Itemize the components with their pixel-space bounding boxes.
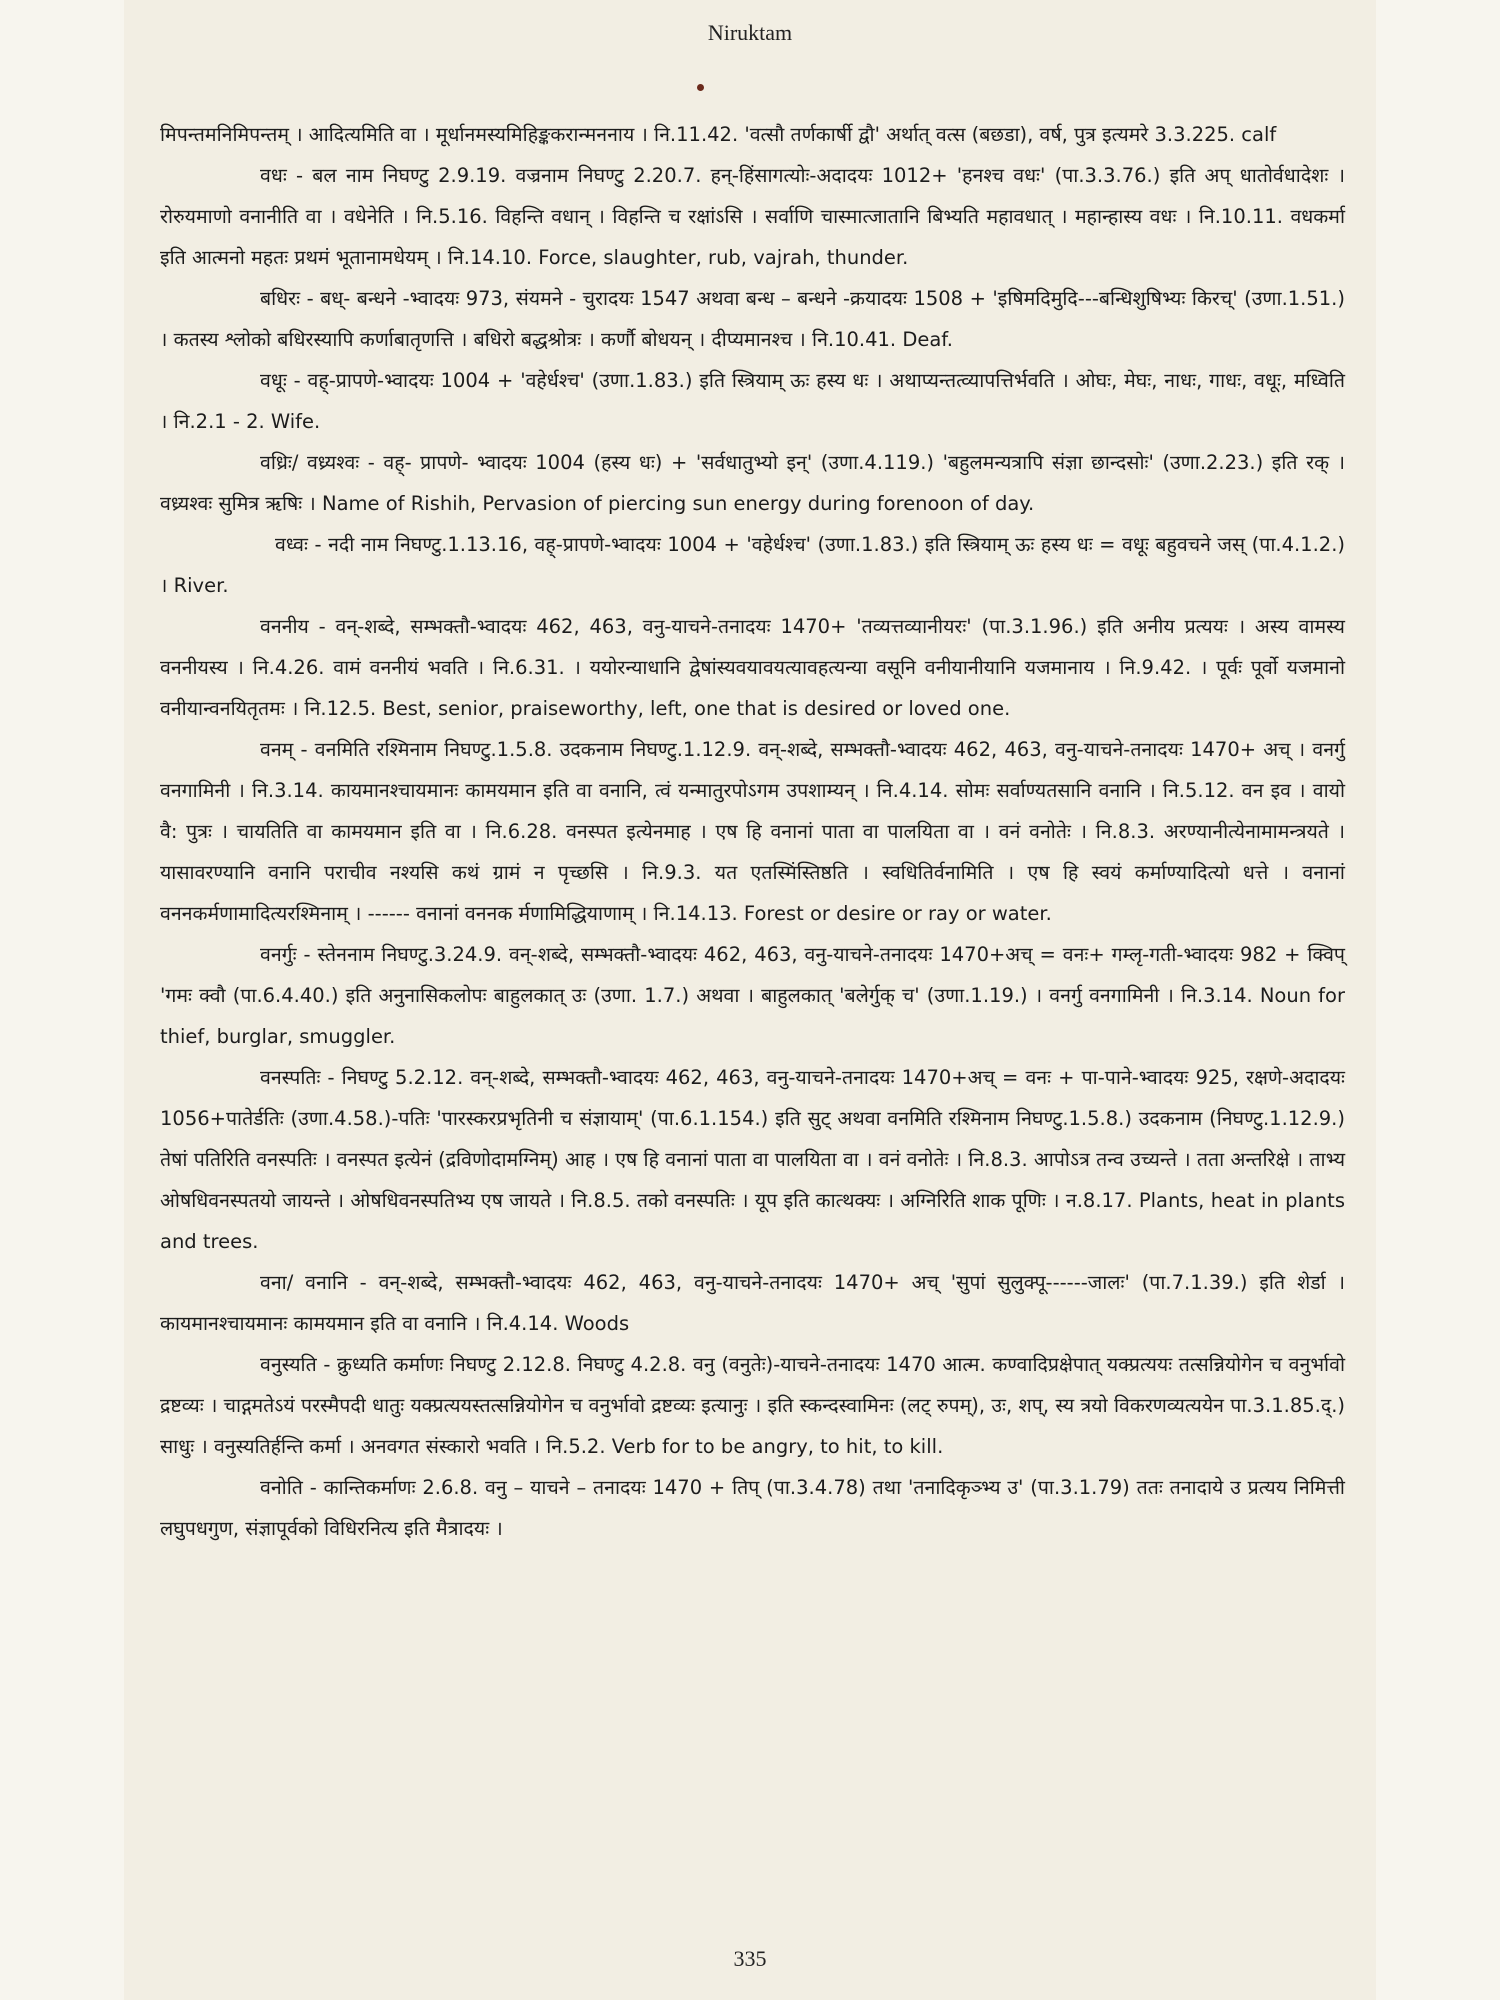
entry-vanarguh: वनर्गुः - स्तेननाम निघण्टु.3.24.9. वन्-शब्दे, सम्भक्तौ-भ्वादयः 462, 463, वनु-याचने-तनादयः 1470+अच् = वनः+ गम्लृ-गती-भ्वादयः 982 + क्विप् 'गमः क्वौ (पा.6.4.40.) इति अनुनासिकलोपः बाहुलकात् उः (उणा. 1.7.) अथवा । बाहुलकात् 'बलेर्गुक् च' (उणा.1.19.) । वनर्गु वनगामिनी । नि.3.14. Noun for thief, burglar, smuggler. <box>160 943 1345 1048</box>
entry-vanusyati: वनुस्यति - क्रुध्यति कर्माणः निघण्टु 2.12.8. निघण्टु 4.2.8. वनु (वनुतेः)-याचने-तनादयः 1470 आत्म. कण्वादिप्रक्षेपात् यक्प्रत्ययः तत्सन्नियोगेन च वनुर्भावो द्रष्टव्यः । चाद्गमतेऽयं परस्मैपदी धातुः यक्प्रत्ययस्तत्सन्नियोगेन च वनुर्भावो द्रष्टव्यः इत्यानुः । इति स्कन्दस्वामिनः (लट् रुपम्), उः, शप्, स्य त्रयो विकरणव्यत्ययेन पा.3.1.85.द्.) साधुः । वनुस्यतिर्हन्ति कर्मा । अनवगत संस्कारो भवति । नि.5.2. Verb for to be angry, to hit, to kill. <box>160 1353 1345 1458</box>
entry-vana: वना/ वनानि - वन्-शब्दे, सम्भक्तौ-भ्वादयः 462, 463, वनु-याचने-तनादयः 1470+ अच् 'सुपां सुलुक्पू------जालः' (पा.7.1.39.) इति शेर्डा । कायमानश्चायमानः कामयमान इति वा वनानि । नि.4.14. Woods <box>160 1271 1345 1335</box>
entry-vanaspatih: वनस्पतिः - निघण्टु 5.2.12. वन्-शब्दे, सम्भक्तौ-भ्वादयः 462, 463, वनु-याचने-तनादयः 1470+अच् = वनः + पा-पाने-भ्वादयः 925, रक्षणे-अदादयः 1056+पातेर्डतिः (उणा.4.58.)-पतिः 'पारस्करप्रभृतिनी च संज्ञायाम्' (पा.6.1.154.) इति सुट् अथवा वनमिति रश्मिनाम निघण्टु.1.5.8.) उदकनाम (निघण्टु.1.12.9.) तेषां पतिरिति वनस्पतिः । वनस्पत इत्येनं (द्रविणोदामग्निम्) आह । एष हि वनानां पाता वा पालयिता वा । वनं वनोतेः । नि.8.3. आपोऽत्र तन्व उच्यन्ते । तता अन्तरिक्षे । ताभ्य ओषधिवनस्पतयो जायन्ते । ओषधिवनस्पतिभ्य एष जायते । नि.8.5. तको वनस्पतिः । यूप इति कात्थक्यः । अग्निरिति शाक पूणिः । न.8.17. Plants, heat in plants and trees. <box>160 1066 1345 1253</box>
entry-vadhuh: वधूः - वह्-प्रापणे-भ्वादयः 1004 + 'वहेर्धश्च' (उणा.1.83.) इति स्त्रियाम् ऊः हस्य धः । अथाप्यन्तत्व्यापत्तिर्भवति । ओघः, मेघः, नाधः, गाधः, वधूः, मध्विति । नि.2.1 - 2. Wife. <box>160 369 1345 433</box>
page-number: 335 <box>733 1946 767 1971</box>
dictionary-body <box>160 114 1345 1549</box>
entry-vanoti: वनोति - कान्तिकर्माणः 2.6.8. वनु – याचने – तनादयः 1470 + तिप् (पा.3.4.78) तथा 'तनादिकृञ्भ्य उ' (पा.3.1.79) ततः तनादाये उ प्रत्यय निमित्ती लघुपधगुण, संज्ञापूर्वको विधिरनित्य इति मैत्रादयः । <box>160 1476 1345 1540</box>
entry-vananiya: वननीय - वन्-शब्दे, सम्भक्तौ-भ्वादयः 462, 463, वनु-याचने-तनादयः 1470+ 'तव्यत्तव्यानीयरः' (पा.3.1.96.) इति अनीय प्रत्ययः । अस्य वामस्य वननीयस्य । नि.4.26. वामं वननीयं भवति । नि.6.31. । ययोरन्याधानि द्वेषांस्यवयावयत्यावहत्यन्या वसूनि वनीयानीयानि यजमानाय । नि.9.42. । पूर्वः पूर्वो यजमानो वनीयान्वनयितृतमः । नि.12.5. Best, senior, praiseworthy, left, one that is desired or loved one. <box>160 615 1345 720</box>
running-head: Niruktam <box>707 20 793 45</box>
entry-vadhvah: वध्वः - नदी नाम निघण्टु.1.13.16, वह्-प्रापणे-भ्वादयः 1004 + 'वहेर्धश्च' (उणा.1.83.) इति स्त्रियाम् ऊः हस्य धः = वधूः बहुवचने जस् (पा.4.1.2.) । River. <box>160 533 1345 597</box>
entry-badhirah: बधिरः - बध्- बन्धने -भ्वादयः 973, संयमने - चुरादयः 1547 अथवा बन्ध – बन्धने -क्रयादयः 1508 + 'इषिमदिमुदि---बन्धिशुषिभ्यः किरच्' (उणा.1.51.) । कतस्य श्लोको बधिरस्यापि कर्णाबातृणत्ति । बधिरो बद्धश्रोत्रः । कर्णौ बोधयन् । दीप्यमानश्च । नि.10.41. Deaf. <box>160 287 1345 351</box>
book-page <box>124 0 1376 2000</box>
entry-vadhrih: वध्रिः/ वध्र्यश्वः - वह्- प्रापणे- भ्वादयः 1004 (हस्य धः) + 'सर्वधातुभ्यो इन्' (उणा.4.119.) 'बहुलमन्यत्रापि संज्ञा छान्दसोः' (उणा.2.23.) इति रक् । वध्र्यश्वः सुमित्र ऋषिः । Name of Rishih, Pervasion of piercing sun energy during forenoon of day. <box>160 451 1345 515</box>
entry-continuation: मिपन्तमनिमिपन्तम् । आदित्यमिति वा । मूर्धानमस्यमिहिङ्ककरान्मननाय । नि.11.42. 'वत्सौ तर्णकार्षी द्वौ' अर्थात् वत्स (बछडा), वर्ष, पुत्र इत्यमरे 3.3.225. calf <box>160 123 1277 146</box>
ornament-dot <box>697 84 704 91</box>
entry-vadhah: वधः - बल नाम निघण्टु 2.9.19. वज्रनाम निघण्टु 2.20.7. हन्-हिंसागत्योः-अदादयः 1012+ 'हनश्च वधः' (पा.3.3.76.) इति अप् धातोर्वधादेशः । रोरुयमाणो वनानीति वा । वधेनेति । नि.5.16. विहन्ति वधान् । विहन्ति च रक्षांऽसि । सर्वाणि चास्मात्जातानि बिभ्यति महावधात् । महान्हास्य वधः । नि.10.11. वधकर्मा इति आत्मनो महतः प्रथमं भूतानामधेयम् । नि.14.10. Force, slaughter, rub, vajrah, thunder. <box>160 164 1345 269</box>
entry-vanam: वनम् - वनमिति रश्मिनाम निघण्टु.1.5.8. उदकनाम निघण्टु.1.12.9. वन्-शब्दे, सम्भक्तौ-भ्वादयः 462, 463, वनु-याचने-तनादयः 1470+ अच् । वनर्गु वनगामिनी । नि.3.14. कायमानश्चायमानः कामयमान इति वा वनानि, त्वं यन्मातुरपोऽगम उपशाम्यन् । नि.4.14. सोमः सर्वाण्यतसानि वनानि । नि.5.12. वन इव । वायो वै: पुत्रः । चायतिति वा कामयमान इति वा । नि.6.28. वनस्पत इत्येनमाह । एष हि वनानां पाता वा पालयिता वा । वनं वनोतेः । नि.8.3. अरण्यानीत्येनामामन्त्रयते । यासावरण्यानि वनानि पराचीव नश्यसि कथं ग्रामं न पृच्छसि । नि.9.3. यत एतस्मिंस्तिष्ठति । स्वधितिर्वनामिति । एष हि स्वयं कर्माण्यादित्यो धत्ते । वनानां वननकर्मणामादित्यरश्मिनाम् । ------ वनानां वननक र्मणामिद्धियाणाम् । नि.14.13. Forest or desire or ray or water. <box>160 738 1345 925</box>
